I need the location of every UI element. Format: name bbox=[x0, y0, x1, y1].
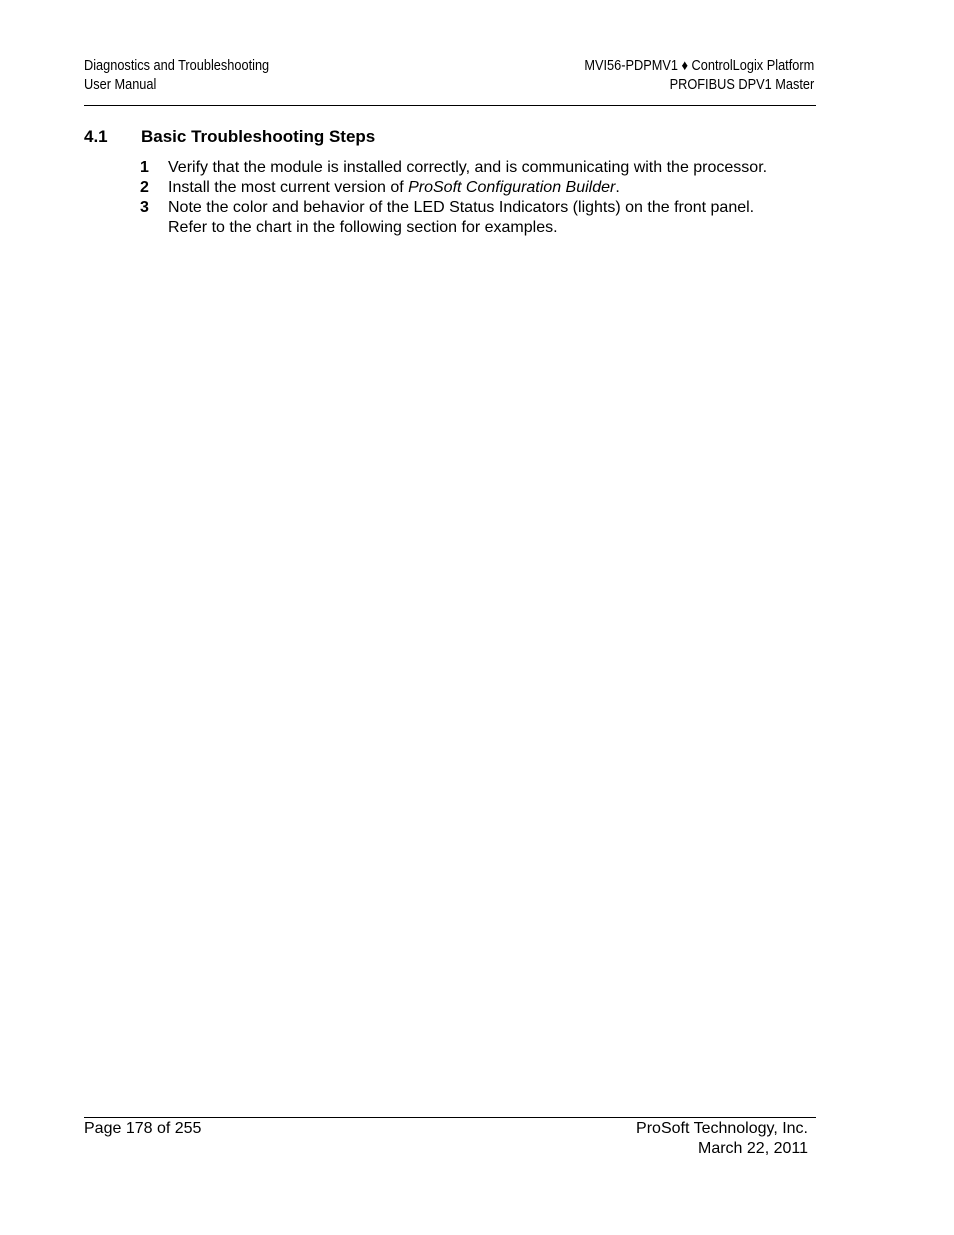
header-divider bbox=[84, 105, 816, 106]
troubleshooting-steps-list bbox=[140, 158, 780, 238]
header-left bbox=[84, 57, 269, 95]
step-text: Install the most current version of bbox=[168, 179, 409, 196]
software-name: ProSoft Configuration Builder bbox=[408, 179, 616, 196]
step-text: Verify that the module is installed correctly, and is communicating with the processor. bbox=[168, 159, 768, 176]
header-right bbox=[584, 57, 814, 95]
step-text-end: . bbox=[615, 179, 620, 196]
header-product-name: PROFIBUS DPV1 Master bbox=[669, 77, 814, 93]
step-number: 3 bbox=[140, 199, 149, 216]
page-header bbox=[84, 57, 816, 105]
section-number: 4.1 bbox=[84, 127, 108, 146]
footer-divider bbox=[84, 1117, 816, 1118]
header-product-platform: MVI56-PDPMV1 ♦ ControlLogix Platform bbox=[584, 58, 814, 74]
footer-page-number: Page 178 of 255 bbox=[84, 1120, 202, 1137]
footer-right bbox=[636, 1119, 808, 1159]
list-item bbox=[140, 178, 780, 198]
header-manual-type: User Manual bbox=[84, 77, 157, 93]
section-title: Basic Troubleshooting Steps bbox=[141, 127, 376, 146]
step-number: 2 bbox=[140, 179, 149, 196]
footer-date: March 22, 2011 bbox=[698, 1140, 808, 1157]
list-item bbox=[140, 158, 780, 178]
footer-company: ProSoft Technology, Inc. bbox=[636, 1120, 808, 1137]
section-heading bbox=[84, 126, 375, 148]
list-item bbox=[140, 198, 780, 237]
step-number: 1 bbox=[140, 159, 149, 176]
header-chapter-title: Diagnostics and Troubleshooting bbox=[84, 58, 270, 74]
step-text: Note the color and behavior of the LED Status Indicators (lights) on the front panel. Refer to the chart in the following section for examples. bbox=[168, 199, 755, 236]
